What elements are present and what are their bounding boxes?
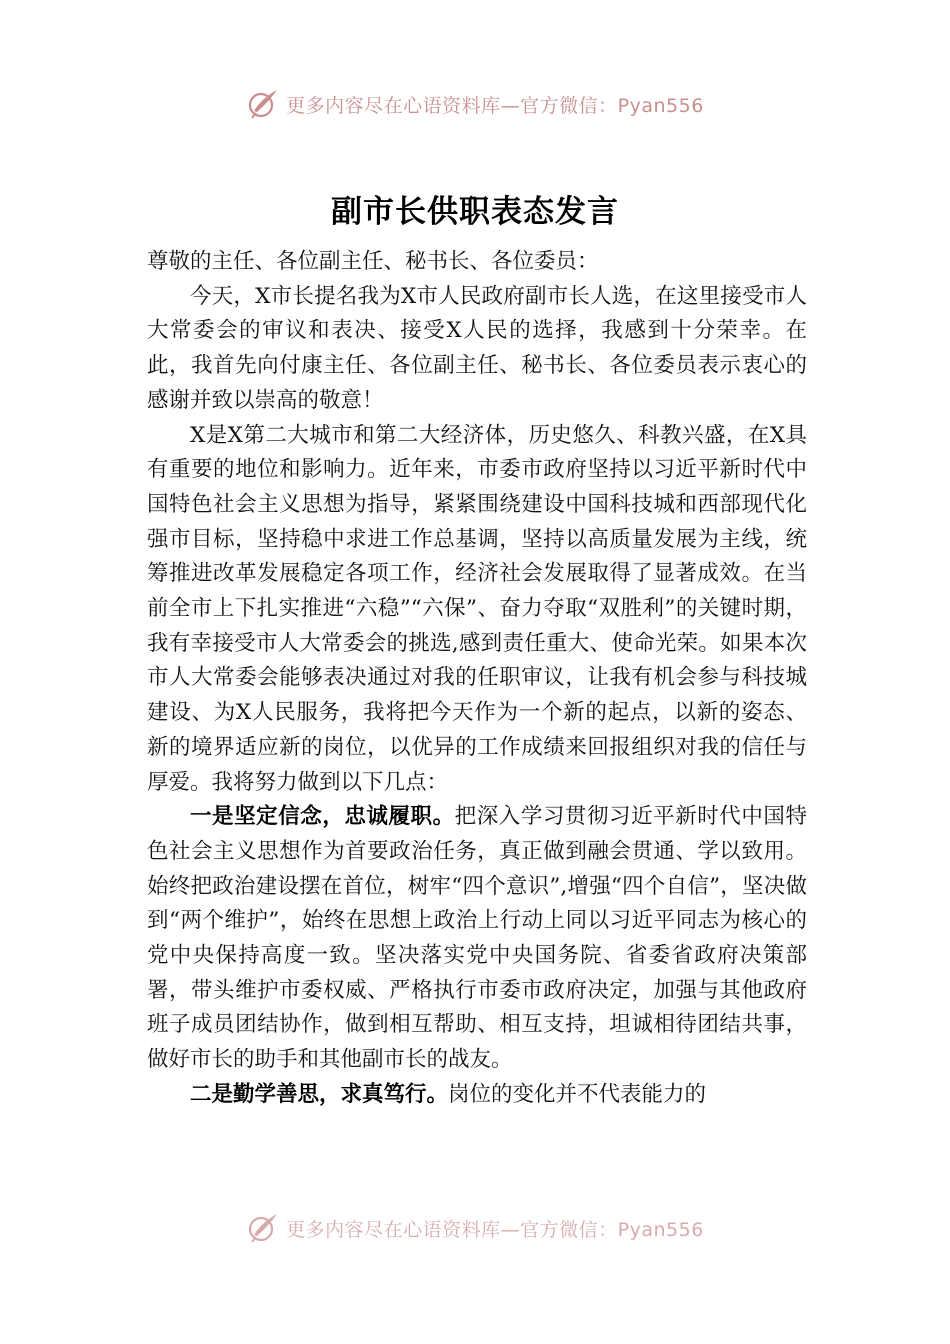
watermark-footer-text: 更多内容尽在心语资料库—官方微信：Pyan556 — [286, 1218, 704, 1241]
salutation: 尊敬的主任、各位副主任、秘书长、各位委员： — [147, 249, 599, 274]
document-body — [147, 245, 807, 1113]
watermark-footer — [0, 1210, 950, 1246]
watermark-header — [0, 86, 950, 122]
quill-pen-logo-icon — [246, 87, 280, 121]
point-2-text: 岗位的变化并不代表能力的 — [448, 1081, 707, 1107]
point-2 — [147, 1078, 807, 1113]
point-2-lead: 二是勤学善思，求真笃行。 — [190, 1081, 449, 1107]
point-1-lead: 一是坚定信念，忠诚履职。 — [190, 804, 455, 830]
watermark-text: 更多内容尽在心语资料库—官方微信：Pyan556 — [286, 94, 704, 117]
point-1-text: 把深入学习贯彻习近平新时代中国特色社会主义思想作为首要政治任务，真正做到融会贯通、学以致用。始终把政治建设摆在首位，树牢“四个意识”,增强“四个自信”，坚决做到“两个维护”，始终在思想上政治上行动上同以习近平同志为核心的党中央保持高度一致。坚决落实党中央国务院、省委省政府决策部署，带头维护市委权威、严格执行市委市政府决定，加强与其他政府班子成员团结协作，做到相互帮助、相互支持，坦诚相待团结共事，做好市长的助手和其他副市长的战友。 — [147, 804, 807, 1073]
paragraph-intro: 今天，X市长提名我为X市人民政府副市长人选，在这里接受市人大常委会的审议和表决、接受X人民的选择，我感到十分荣幸。在此，我首先向付康主任、各位副主任、秘书长、各位委员表示衷心的感谢并致以崇高的敬意！ — [147, 283, 807, 413]
document-title: 副市长供职表态发言 — [331, 194, 619, 230]
paragraph-background: X是X第二大城市和第二大经济体，历史悠久、科教兴盛，在X具有重要的地位和影响力。近年来，市委市政府坚持以习近平新时代中国特色社会主义思想为指导，紧紧围绕建设中国科技城和西部现代化强市目标，坚持稳中求进工作总基调，坚持以高质量发展为主线，统筹推进改革发展稳定各项工作，经济社会发展取得了显著成效。在当前全市上下扎实推进“六稳”“六保”、奋力夺取“双胜利”的关键时期，我有幸接受市人大常委会的挑选,感到责任重大、使命光荣。如果本次市人大常委会能够表决通过对我的任职审议，让我有机会参与科技城建设、为X人民服务，我将把今天作为一个新的起点，以新的姿态、新的境界适应新的岗位，以优异的工作成绩来回报组织对我的信任与厚爱。我将努力做到以下几点： — [147, 422, 807, 795]
quill-pen-logo-icon — [246, 1211, 280, 1245]
point-1 — [147, 800, 807, 1078]
